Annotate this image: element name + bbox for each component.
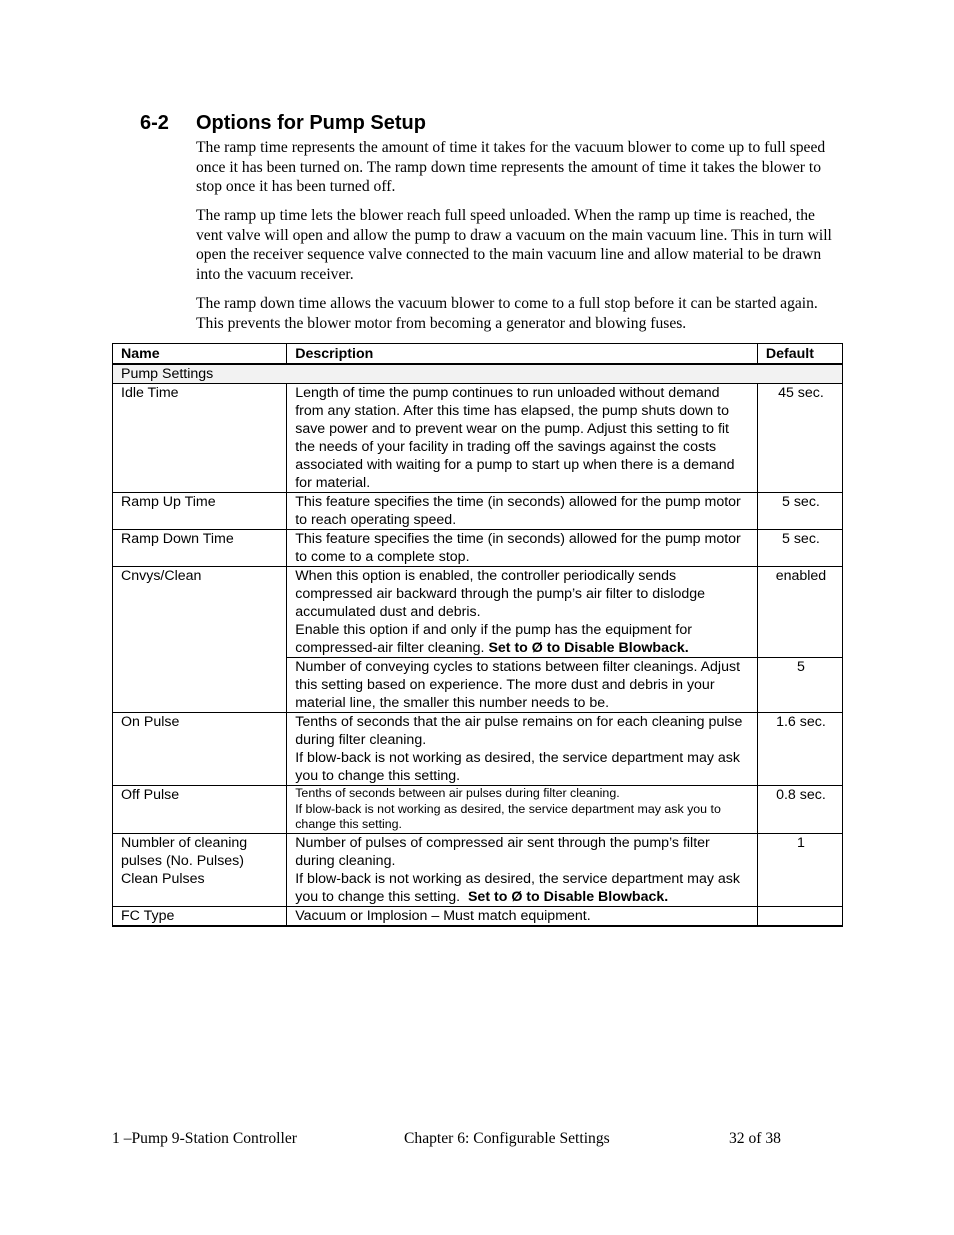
row-default: 0.8 sec. [757, 786, 842, 834]
row-description [287, 833, 758, 906]
row-name: Ramp Down Time [113, 530, 287, 567]
table-row [113, 786, 843, 834]
header-default: Default [757, 344, 842, 365]
description-emphasis: Set to Ø to Disable Blowback. [488, 640, 689, 656]
description-line: Tenths of seconds between air pulses during filter cleaning. [295, 786, 620, 800]
description-line: If blow-back is not working as desired, the service department may ask you to change this setting. [295, 870, 740, 905]
row-name [113, 833, 287, 906]
name-line: Numbler of cleaning [121, 834, 248, 851]
paragraph-ramp-down: The ramp down time allows the vacuum blower to come to a full stop before it can be started again. This prevents the blower motor from becoming a generator and blowing fuses. [196, 295, 818, 332]
row-default [757, 906, 842, 926]
footer-page-number: 32 of 38 [729, 1130, 781, 1147]
pump-settings-table [112, 343, 843, 927]
row-name: FC Type [113, 906, 287, 926]
table-row [113, 493, 843, 530]
description-line: When this option is enabled, the controller periodically sends compressed air backward through the pump’s air filter to dislodge accumulated dust and debris. [295, 568, 706, 620]
description-line: Enable this option if and only if the pump has the equipment for compressed-air filter cleaning. [295, 622, 692, 656]
table-row [113, 833, 843, 906]
description-line: If blow-back is not working as desired, the service department may ask you to change this setting. [295, 801, 721, 832]
header-name: Name [113, 344, 287, 365]
row-name: Off Pulse [113, 786, 287, 834]
table-row [113, 567, 843, 658]
row-description: This feature specifies the time (in seconds) allowed for the pump motor to reach operating speed. [287, 493, 758, 530]
group-row [113, 364, 843, 384]
section-title: Options for Pump Setup [196, 112, 426, 134]
row-default: 5 [757, 658, 842, 713]
footer-chapter: Chapter 6: Configurable Settings [404, 1130, 610, 1147]
paragraph-ramp-time: The ramp time represents the amount of time it takes for the vacuum blower to come up to full speed once it has been turned on. The ramp down time represents the amount of time it takes the blower to stop once it has been turned off. [196, 139, 826, 196]
section-heading [140, 112, 426, 135]
row-default: 45 sec. [757, 384, 842, 493]
row-description: Vacuum or Implosion – Must match equipment. [287, 906, 758, 926]
row-description [287, 786, 758, 834]
row-name: On Pulse [113, 713, 287, 786]
row-default: 5 sec. [757, 530, 842, 567]
row-description [287, 713, 758, 786]
table-header-row [113, 344, 843, 365]
row-name: Idle Time [113, 384, 287, 493]
row-description: Length of time the pump continues to run unloaded without demand from any station. After this time has elapsed, the pump shuts down to save power and to prevent wear on the pump. Adjust this setting to fit the needs of your facility in trading off the savings against the costs associated with waiting for a pump to start up when there is a demand for material. [287, 384, 758, 493]
row-default: enabled [757, 567, 842, 658]
table-row [113, 906, 843, 926]
row-name: Ramp Up Time [113, 493, 287, 530]
paragraph-ramp-up: The ramp up time lets the blower reach full speed unloaded. When the ramp up time is reached, the vent valve will open and allow the pump to draw a vacuum on the main vacuum line. This in turn will open the receiver sequence valve connected to the main vacuum line and allow material to be drawn into the vacuum receiver. [196, 207, 832, 283]
description-line: If blow-back is not working as desired, the service department may ask you to change this setting. [295, 750, 740, 784]
row-default: 1 [757, 833, 842, 906]
description-line: Number of pulses of compressed air sent through the pump’s filter during cleaning. [295, 834, 710, 869]
row-name: Cnvys/Clean [113, 567, 287, 713]
name-line: pulses (No. Pulses) [121, 852, 245, 869]
group-label: Pump Settings [113, 364, 843, 384]
table-row [113, 530, 843, 567]
table-row [113, 713, 843, 786]
row-description: Number of conveying cycles to stations between filter cleanings. Adjust this setting based on experience. The more dust and debris in your material line, the smaller this number needs to be. [287, 658, 758, 713]
description-line: Tenths of seconds that the air pulse remains on for each cleaning pulse during filter cleaning. [295, 714, 743, 748]
table-row [113, 384, 843, 493]
row-default: 1.6 sec. [757, 713, 842, 786]
header-description: Description [287, 344, 758, 365]
row-description: This feature specifies the time (in seconds) allowed for the pump motor to come to a complete stop. [287, 530, 758, 567]
row-default: 5 sec. [757, 493, 842, 530]
section-number: 6-2 [140, 112, 169, 134]
row-description [287, 567, 758, 658]
name-line: Clean Pulses [121, 870, 205, 887]
description-emphasis: Set to Ø to Disable Blowback. [467, 888, 669, 905]
footer-document-title: 1 –Pump 9-Station Controller [112, 1130, 297, 1147]
